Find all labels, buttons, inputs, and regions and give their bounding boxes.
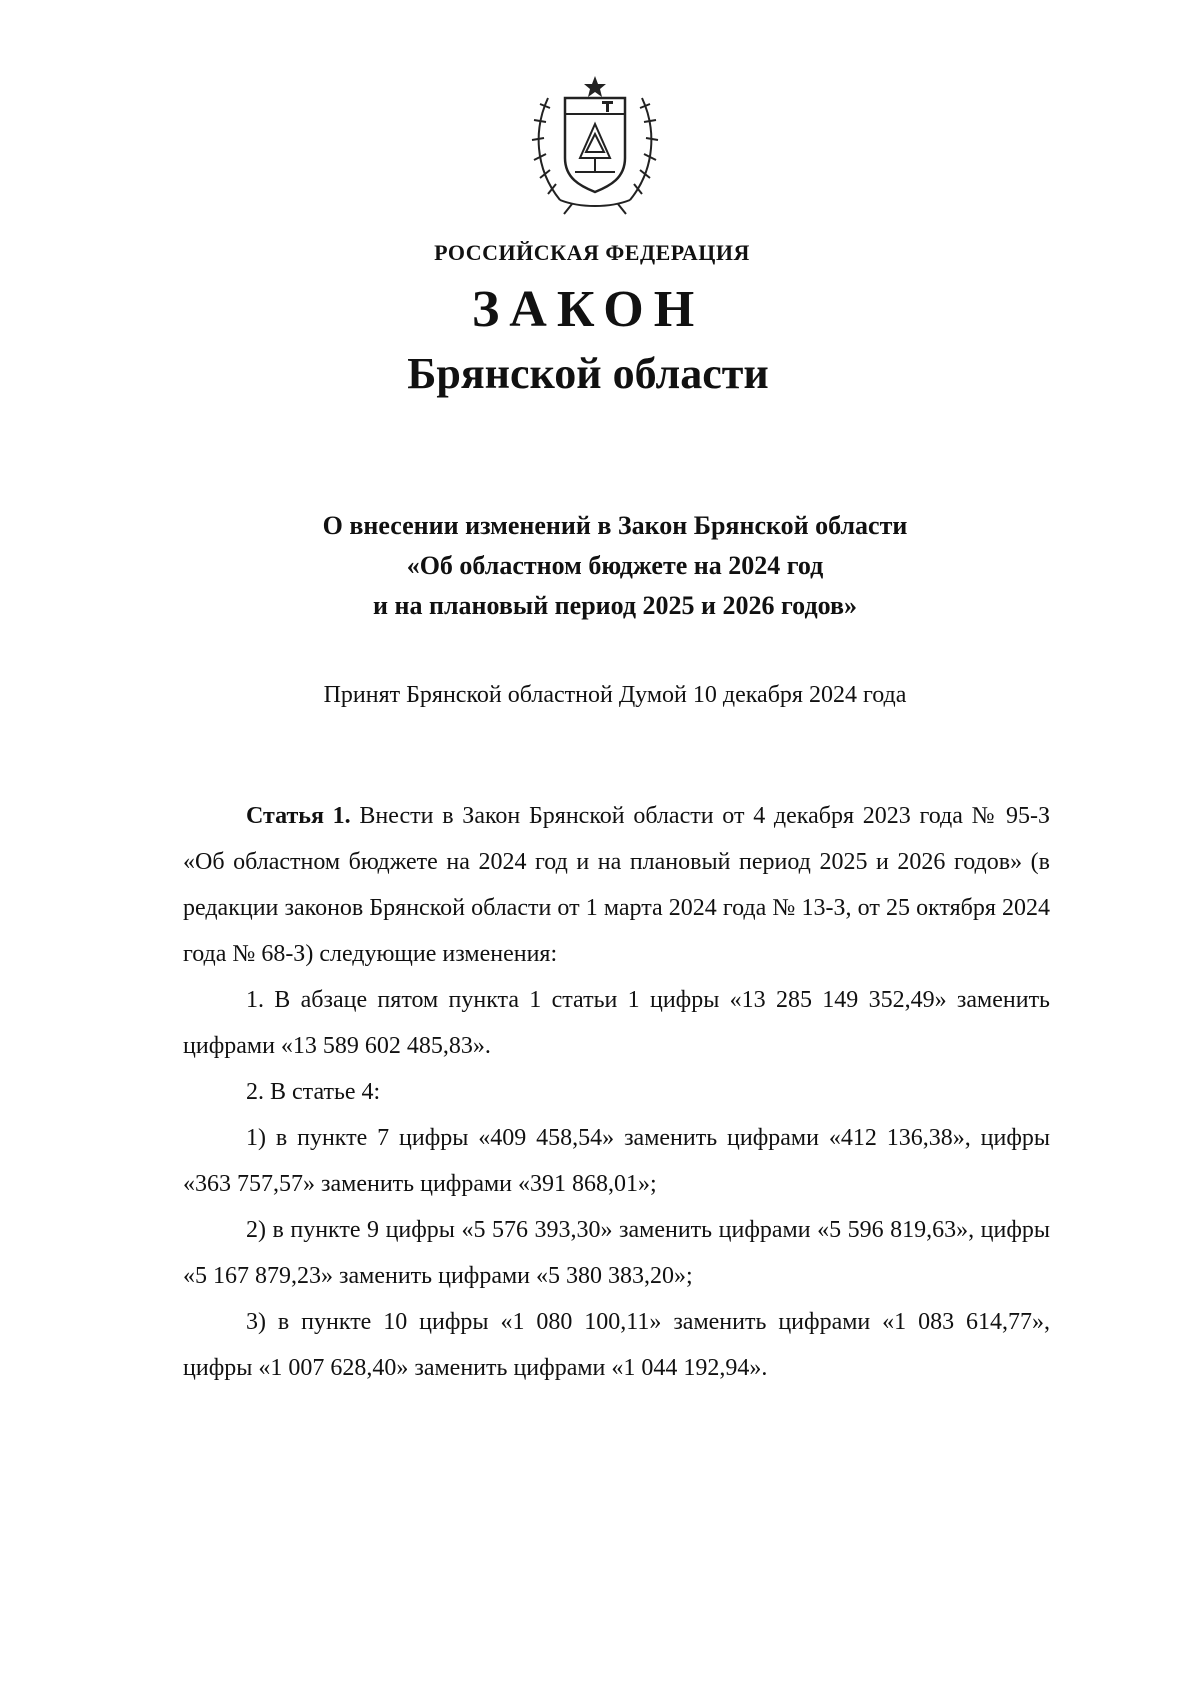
title-line: О внесении изменений в Закон Брянской области (322, 511, 908, 540)
region-name: Брянской области (407, 349, 769, 398)
amendment-subitem-3: 3) в пункте 10 цифры «1 080 100,11» заменить цифрами «1 083 614,77», цифры «1 007 628,40» заменить цифрами «1 044 192,94». (183, 1309, 1050, 1381)
amendment-subitem-2: 2) в пункте 9 цифры «5 576 393,30» заменить цифрами «5 596 819,63», цифры «5 167 879,23» заменить цифрами «5 380 383,20»; (183, 1217, 1050, 1289)
amendment-item-2: 2. В статье 4: (246, 1079, 381, 1105)
article-1 (183, 793, 1050, 1391)
title-line: и на плановый период 2025 и 2026 годов» (373, 591, 857, 620)
law-title (180, 506, 1050, 626)
bryansk-oblast-coat-of-arms-icon (520, 68, 670, 218)
adoption-statement: Принят Брянской областной Думой 10 декабря 2024 года (323, 682, 907, 708)
country-name: РОССИЙСКАЯ ФЕДЕРАЦИЯ (434, 240, 750, 265)
document-type: ЗАКОН (471, 281, 705, 338)
title-line: «Об областном бюджете на 2024 год (406, 551, 824, 580)
article-label: Статья 1. (246, 803, 351, 829)
article-intro-text: Внести в Закон Брянской области от 4 декабря 2023 года № 95-З «Об областном бюджете на 2024 год и на плановый период 2025 и 2026 годов» (в редакции законов Брянской области от 1 марта 2024 года № 13-З, от 25 октября 2024 года № 68-З) следующие изменения: (183, 803, 1050, 967)
article-1-intro (183, 793, 1050, 977)
amendment-item-1: 1. В абзаце пятом пункта 1 статьи 1 цифры «13 285 149 352,49» заменить цифрами «13 589 602 485,83». (183, 987, 1050, 1059)
amendment-subitem-1: 1) в пункте 7 цифры «409 458,54» заменить цифрами «412 136,38», цифры «363 757,57» заменить цифрами «391 868,01»; (183, 1125, 1050, 1197)
